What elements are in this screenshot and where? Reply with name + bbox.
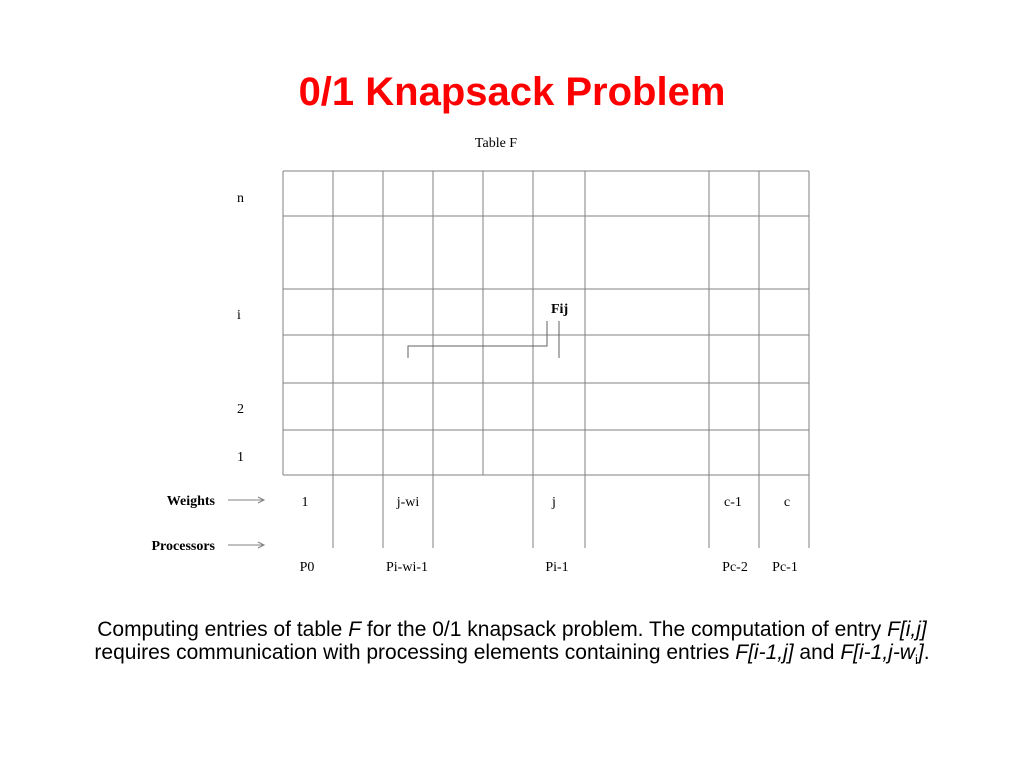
weights-label: Weights [166, 494, 215, 509]
table-grid [283, 171, 809, 548]
processor-value: Pc-2 [722, 560, 748, 575]
processor-value: Pi-wi-1 [386, 560, 428, 575]
processor-value: Pc-1 [772, 560, 798, 575]
processor-values [300, 560, 798, 575]
figure-caption [60, 618, 964, 671]
caption-text: for the 0/1 knapsack problem. The computation of entry [361, 618, 888, 641]
processor-value: Pi-1 [545, 560, 569, 575]
row-label-2: 2 [237, 402, 244, 417]
table-label: Table F [474, 136, 518, 151]
weight-value: j-wi [396, 495, 420, 510]
processors-arrow [228, 542, 264, 548]
caption-text: and [793, 641, 841, 664]
row-label-i: i [237, 308, 241, 323]
weight-value: j [552, 495, 556, 510]
caption-italic: F[i-1,j-w [840, 641, 915, 664]
slide-title: 0/1 Knapsack Problem [298, 70, 726, 114]
weight-value: 1 [301, 495, 309, 510]
caption-italic: F [348, 618, 362, 641]
caption-italic: F[i,j] [887, 618, 927, 641]
processors-label: Processors [151, 539, 215, 554]
weight-value: c-1 [724, 495, 742, 510]
row-labels [237, 191, 244, 465]
cell-label-fij: Fij [551, 302, 569, 317]
row-label-n: n [237, 191, 244, 206]
caption-subscript: i [914, 652, 918, 668]
weight-values [302, 495, 791, 510]
processor-value: P0 [299, 560, 315, 575]
caption-text: Computing entries of table [97, 618, 349, 641]
weight-value: c [783, 495, 791, 510]
row-label-1: 1 [237, 450, 244, 465]
weights-arrow [228, 497, 264, 503]
caption-italic: F[i-1,j] [735, 641, 794, 664]
dependency-line-j-wi [408, 321, 547, 358]
caption-text: . [923, 641, 930, 664]
caption-italic: ] [917, 641, 924, 664]
caption-text: requires communication with processing elements containing entries [94, 641, 736, 664]
